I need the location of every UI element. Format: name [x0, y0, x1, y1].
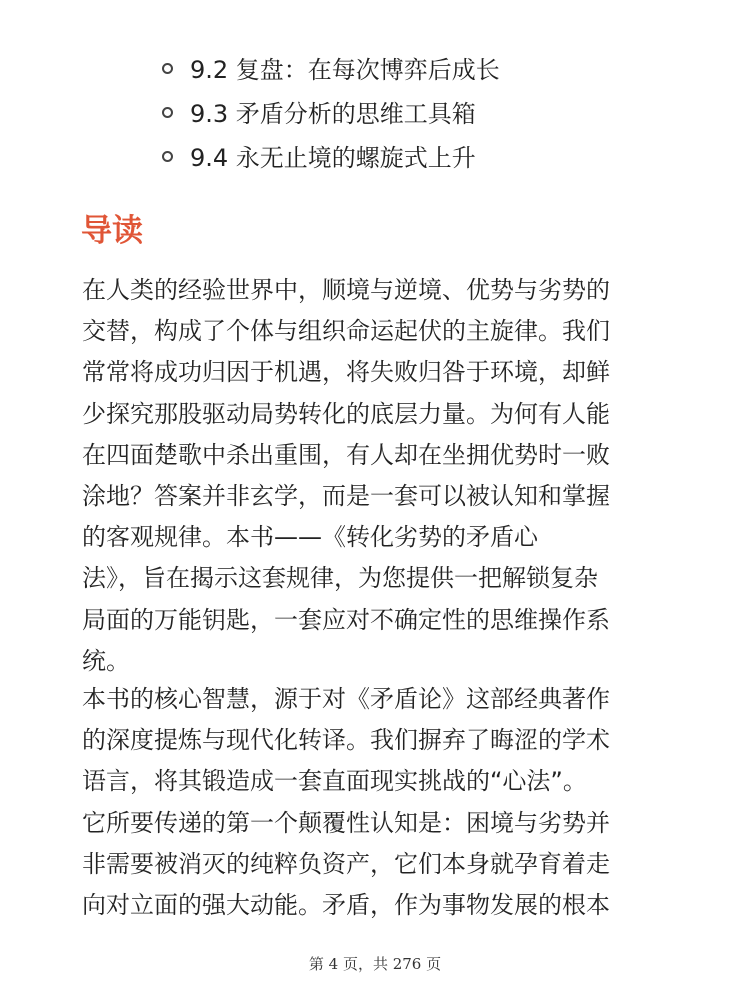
paragraph-line: 的客观规律。本书——《转化劣势的矛盾心 [82, 523, 538, 552]
paragraph-line: 的深度提炼与现代化转译。我们摒弃了晦涩的学术 [82, 726, 610, 755]
paragraph-line: 交替，构成了个体与组织命运起伏的主旋律。我们 [82, 317, 610, 346]
paragraph-line: 向对立面的强大动能。矛盾，作为事物发展的根本 [82, 890, 610, 919]
paragraph-line: 统。 [82, 646, 130, 675]
circle-bullet-icon [162, 63, 173, 74]
toc-item[interactable] [160, 92, 500, 136]
paragraph-line: 非需要被消灭的纯粹负资产，它们本身就孕育着走 [82, 849, 610, 878]
toc-item[interactable] [160, 136, 500, 180]
section-heading: 导读 [81, 213, 143, 249]
circle-bullet-icon [162, 151, 173, 162]
paragraph-line: 它所要传递的第一个颠覆性认知是：困境与劣势并 [82, 808, 610, 837]
paragraph-line: 在人类的经验世界中，顺境与逆境、优势与劣势的 [82, 276, 610, 304]
toc-item-label[interactable]: 9.3 矛盾分析的思维工具箱 [190, 100, 476, 128]
paragraph-line: 语言，将其锻造成一套直面现实挑战的“心法”。 [82, 767, 587, 796]
toc-item-label[interactable]: 9.2 复盘：在每次博弈后成长 [190, 56, 500, 84]
paragraph-line: 常常将成功归因于机遇，将失败归咎于环境，却鲜 [82, 358, 610, 387]
table-of-contents [160, 48, 500, 180]
page-number: 第 4 页，共 276 页 [308, 955, 442, 973]
toc-item-label[interactable]: 9.4 永无止境的螺旋式上升 [190, 144, 476, 172]
body-paragraph [82, 679, 668, 926]
paragraph-line: 少探究那股驱动局势转化的底层力量。为何有人能 [82, 399, 610, 428]
paragraph-line: 涂地？答案并非玄学，而是一套可以被认知和掌握 [82, 481, 610, 510]
circle-bullet-icon [162, 107, 173, 118]
paragraph-line: 局面的万能钥匙，一套应对不确定性的思维操作系 [82, 605, 610, 634]
paragraph-line: 法》，旨在揭示这套规律，为您提供一把解锁复杂 [82, 564, 598, 593]
paragraph-line: 在四面楚歌中杀出重围，有人却在坐拥优势时一败 [82, 440, 610, 469]
body-paragraph [82, 270, 668, 682]
toc-item[interactable] [160, 48, 500, 92]
paragraph-line: 本书的核心智慧，源于对《矛盾论》这部经典著作 [82, 685, 610, 713]
